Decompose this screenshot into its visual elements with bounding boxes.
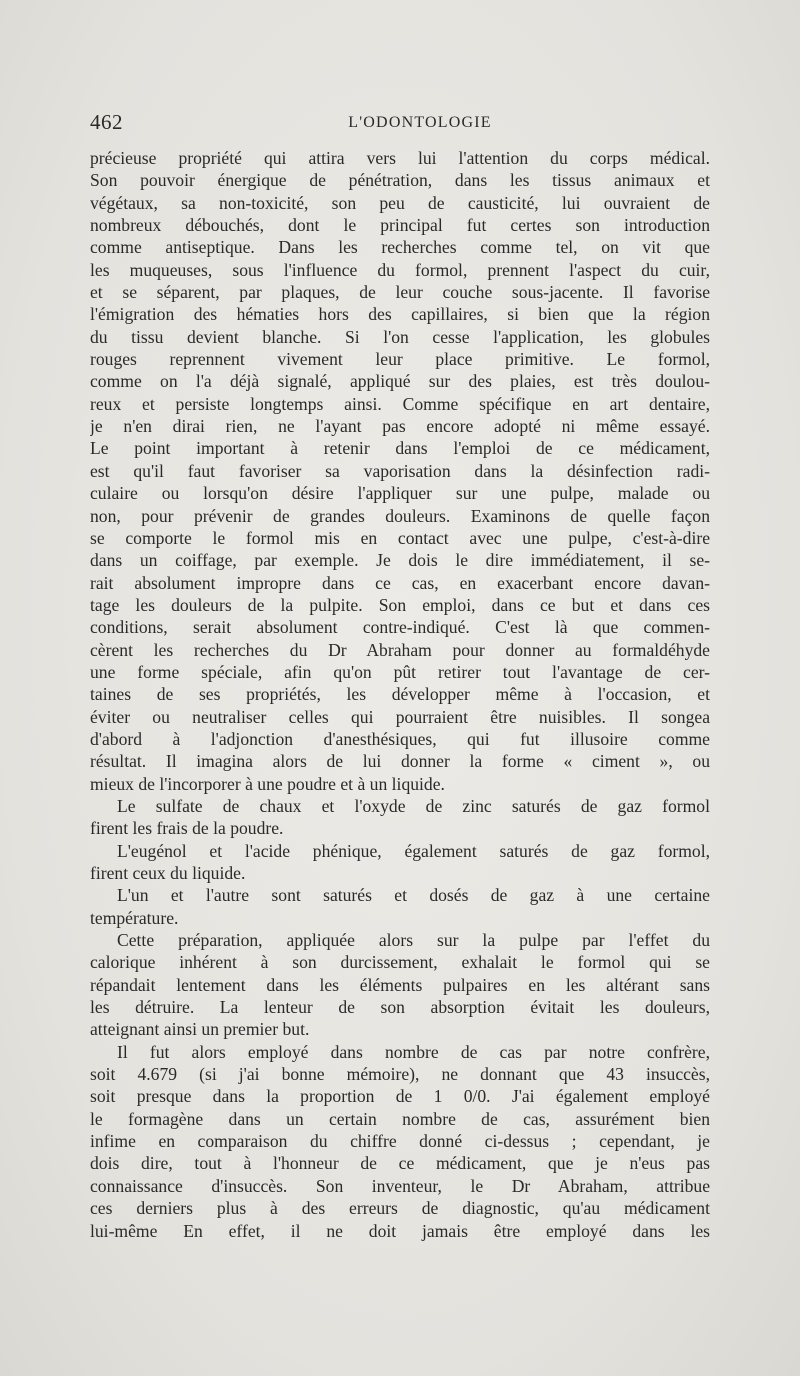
text-line: infime en comparaison du chiffre donné ci-dessus ; cependant, je: [90, 1131, 710, 1152]
text-line: conditions, serait absolument contre-indiqué. C'est là que commen-: [90, 617, 710, 638]
text-line: Le point important à retenir dans l'emploi de ce médicament,: [90, 438, 710, 459]
running-title: L'ODONTOLOGIE: [348, 114, 492, 131]
text-line: tage les douleurs de la pulpite. Son emploi, dans ce but et dans ces: [90, 594, 710, 615]
body-text: [90, 147, 710, 1242]
text-line: une forme spéciale, afin qu'on pût retirer tout l'avantage de cer-: [90, 661, 710, 682]
text-line: je n'en dirai rien, ne l'ayant pas encore adopté ni même essayé.: [90, 416, 710, 437]
text-line: cèrent les recherches du Dr Abraham pour donner au formaldéhyde: [90, 639, 710, 660]
page-number: 462: [90, 110, 123, 134]
text-line: les muqueuses, sous l'influence du formol, prennent l'aspect du cuir,: [90, 259, 710, 280]
text-line: soit 4.679 (si j'ai bonne mémoire), ne donnant que 43 insuccès,: [90, 1064, 710, 1085]
text-line: répandait lentement dans les éléments pulpaires en les altérant sans: [90, 974, 710, 995]
text-line: Le sulfate de chaux et l'oxyde de zinc saturés de gaz formol: [117, 795, 710, 816]
text-line: précieuse propriété qui attira vers lui l'attention du corps médical.: [90, 148, 710, 168]
text-line: se comporte le formol mis en contact avec une pulpe, c'est-à-dire: [90, 527, 710, 548]
text-line: calorique inhérent à son durcissement, exhalait le formol qui se: [90, 952, 710, 973]
text-line: éviter ou neutraliser celles qui pourraient être nuisibles. Il songea: [90, 706, 710, 727]
text-line: Cette préparation, appliquée alors sur la pulpe par l'effet du: [117, 930, 710, 951]
text-line: ces derniers plus à des erreurs de diagnostic, qu'au médicament: [90, 1198, 710, 1219]
text-line: est qu'il faut favoriser sa vaporisation dans la désinfection radi-: [90, 460, 710, 481]
text-line: résultat. Il imagina alors de lui donner la forme « ciment », ou: [90, 751, 710, 772]
text-line: mieux de l'incorporer à une poudre et à un liquide.: [90, 773, 445, 794]
text-line: d'abord à l'adjonction d'anesthésiques, qui fut illusoire comme: [90, 728, 710, 749]
text-line: rouges reprennent vivement leur place primitive. Le formol,: [90, 349, 710, 370]
page-header: [90, 110, 710, 140]
text-line: soit presque dans la proportion de 1 0/0. J'ai également employé: [90, 1086, 710, 1107]
text-line: L'un et l'autre sont saturés et dosés de gaz à une certaine: [117, 885, 710, 906]
text-line: comme on l'a déjà signalé, appliqué sur des plaies, est très doulou-: [90, 371, 710, 392]
text-line: atteignant ainsi un premier but.: [90, 1019, 310, 1040]
text-line: et se séparent, par plaques, de leur couche sous-jacente. Il favorise: [90, 282, 710, 303]
text-line: non, pour prévenir de grandes douleurs. Examinons de quelle façon: [90, 505, 710, 526]
text-line: comme antiseptique. Dans les recherches comme tel, on vit que: [90, 237, 710, 258]
text-line: rait absolument impropre dans ce cas, en exacerbant encore davan-: [90, 572, 710, 593]
text-line: dois dire, tout à l'honneur de ce médicament, que je n'eus pas: [90, 1153, 710, 1174]
text-line: les détruire. La lenteur de son absorption évitait les douleurs,: [90, 997, 710, 1018]
text-line: Son pouvoir énergique de pénétration, dans les tissus animaux et: [90, 170, 710, 191]
text-line: température.: [90, 907, 179, 928]
text-line: culaire ou lorsqu'on désire l'appliquer sur une pulpe, malade ou: [90, 483, 710, 504]
text-line: connaissance d'insuccès. Son inventeur, le Dr Abraham, attribue: [90, 1175, 710, 1196]
text-line: reux et persiste longtemps ainsi. Comme spécifique en art dentaire,: [90, 393, 710, 414]
text-line: végétaux, sa non-toxicité, son peu de causticité, lui ouvraient de: [90, 192, 710, 213]
text-line: Il fut alors employé dans nombre de cas par notre confrère,: [117, 1041, 710, 1062]
text-line: L'eugénol et l'acide phénique, également saturés de gaz formol,: [117, 840, 710, 861]
text-line: du tissu devient blanche. Si l'on cesse l'application, les globules: [90, 326, 710, 347]
text-line: taines de ses propriétés, les développer même à l'occasion, et: [90, 684, 710, 705]
text-line: dans un coiffage, par exemple. Je dois le dire immédiatement, il se-: [90, 550, 710, 571]
text-line: lui-même En effet, il ne doit jamais être employé dans les: [90, 1220, 710, 1241]
text-line: nombreux débouchés, dont le principal fut certes son introduction: [90, 215, 710, 236]
text-line: firent les frais de la poudre.: [90, 818, 284, 839]
text-line: l'émigration des hématies hors des capillaires, si bien que la région: [90, 304, 710, 325]
text-line: le formagène dans un certain nombre de cas, assurément bien: [90, 1108, 710, 1129]
text-line: firent ceux du liquide.: [90, 863, 246, 883]
